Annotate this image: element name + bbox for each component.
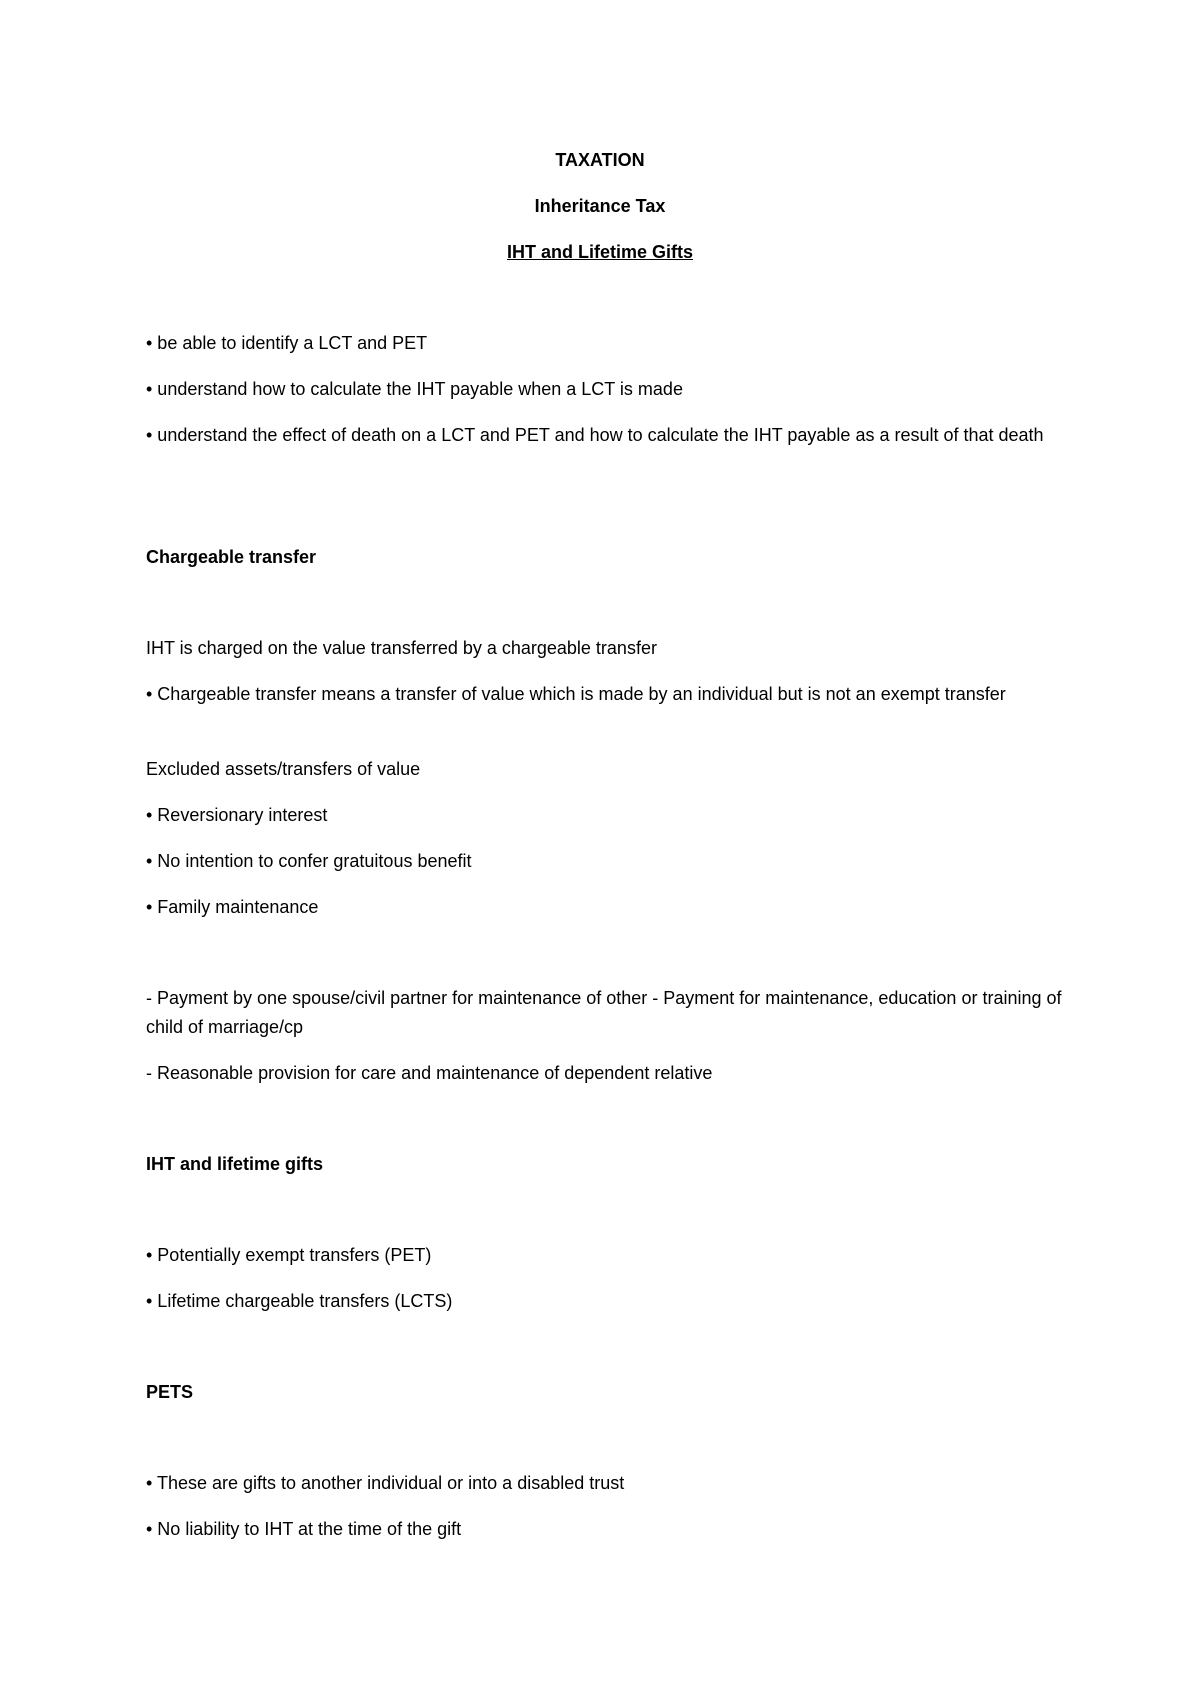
maintenance-item: - Payment by one spouse/civil partner for maintenance of other - Payment for maintenance, education or training of child of marriage/cp [146, 988, 1062, 1037]
section-heading-pets: PETS [146, 1382, 194, 1402]
objective-item: • understand how to calculate the IHT payable when a LCT is made [146, 379, 683, 399]
chargeable-intro: IHT is charged on the value transferred by a chargeable transfer [146, 638, 657, 658]
excluded-heading: Excluded assets/transfers of value [146, 759, 421, 779]
pets-item: • These are gifts to another individual or into a disabled trust [146, 1473, 625, 1493]
lifetime-item: • Lifetime chargeable transfers (LCTS) [146, 1291, 453, 1311]
pets-item: • No liability to IHT at the time of the gift [146, 1519, 462, 1539]
document-subtitle: Inheritance Tax [534, 196, 666, 216]
objective-item: • be able to identify a LCT and PET [146, 333, 428, 353]
document-topic: IHT and Lifetime Gifts [506, 242, 693, 262]
excluded-item: • Reversionary interest [146, 805, 328, 825]
section-heading-chargeable: Chargeable transfer [146, 547, 317, 567]
excluded-item: • No intention to confer gratuitous benefit [146, 851, 472, 871]
chargeable-definition: • Chargeable transfer means a transfer of value which is made by an individual but is not an exempt transfer [146, 684, 1006, 704]
lifetime-item: • Potentially exempt transfers (PET) [146, 1245, 432, 1265]
excluded-item: • Family maintenance [146, 897, 319, 917]
objective-item: • understand the effect of death on a LCT and PET and how to calculate the IHT payable as a result of that death [146, 425, 1044, 445]
section-heading-lifetime: IHT and lifetime gifts [146, 1154, 324, 1174]
maintenance-item: - Reasonable provision for care and maintenance of dependent relative [146, 1063, 713, 1083]
document-title: TAXATION [555, 150, 645, 170]
